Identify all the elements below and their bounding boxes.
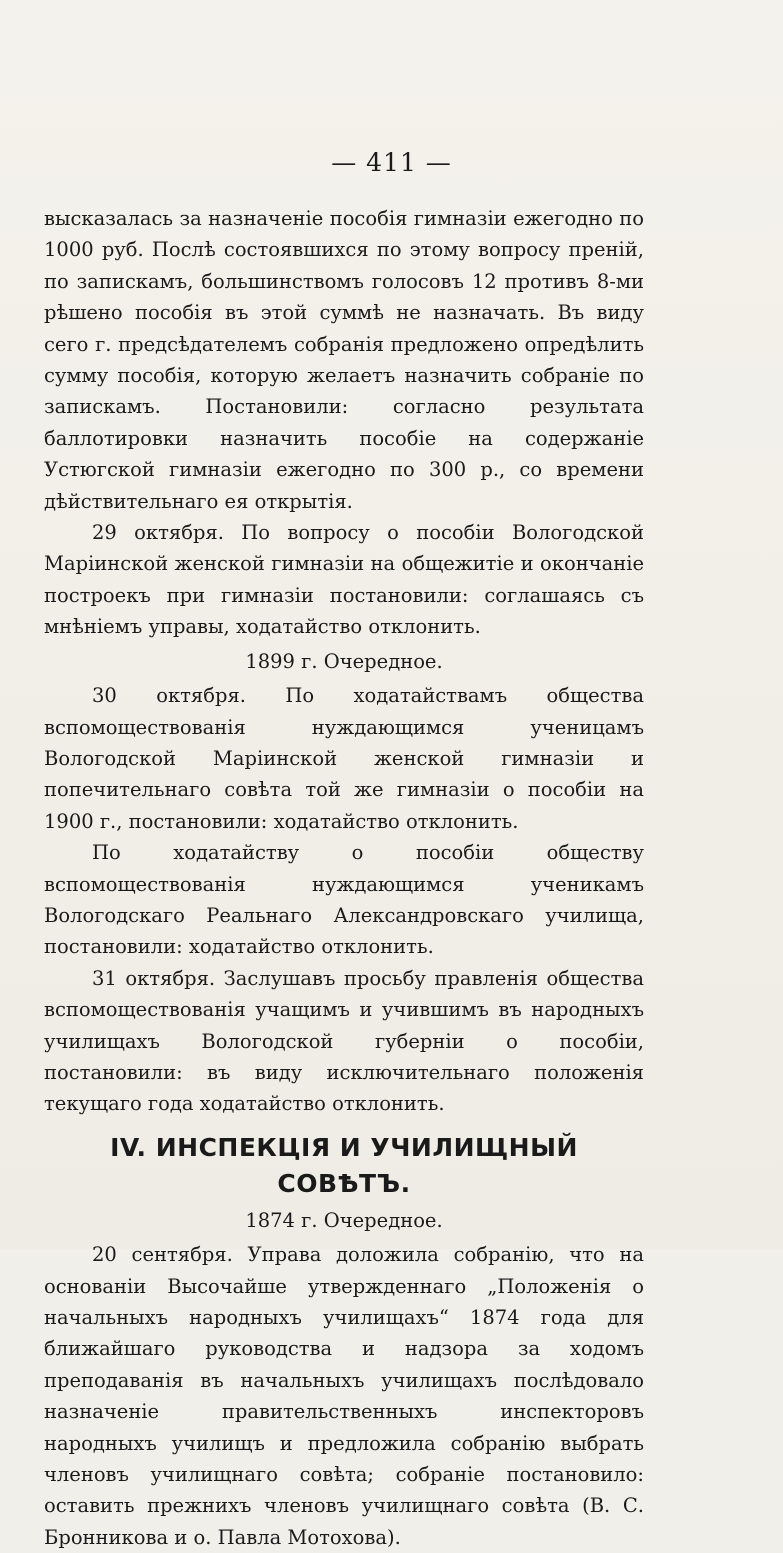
paragraph-continued: высказалась за назначеніе пособія гимназіи ежегодно по 1000 руб. Послѣ состоявшихся по этому вопросу преній, по запискамъ, большинствомъ голосовъ 12 противъ 8-ми рѣшено пособія въ этой суммѣ не назначать. Въ виду сего г. предсѣдателемъ собранія предложено опредѣлить сумму пособія, которую желаетъ назначить собраніе по запискамъ. Постановили: согласно результата баллотировки назначить пособіе на содержаніе Устюгской гимназіи ежегодно по 300 р., со времени дѣйствительнаго ея открытія. (44, 207, 644, 513)
paragraph-30-october: 30 октября. По ходатайствамъ общества вспомоществованія нуждающимся ученицамъ Вологодской Маріинской женской гимназіи и попечительнаго совѣта той же гимназіи о пособіи на 1900 г., постановили: ходатайство отклонить. (44, 684, 644, 833)
paragraph-20-september: 20 сентября. Управа доложила собранію, что на основаніи Высочайше утвержденнаго „Положенія о начальныхъ народныхъ училищахъ“ 1874 года для ближайшаго руководства и надзора за ходомъ преподаванія въ начальныхъ училищахъ послѣдовало назначеніе правительственныхъ инспекторовъ народныхъ училищъ и предложила собранію выбрать членовъ училищнаго совѣта; собраніе постановило: оставить прежнихъ членовъ училищнаго совѣта (В. С. Бронникова и о. Павла Мотохова). (44, 1243, 644, 1549)
document-body (44, 203, 644, 1553)
paragraph-31-october: 31 октября. Заслушавъ просьбу правленія общества вспомоществованія учащимъ и учившимъ въ народныхъ училищахъ Вологодской губерніи о пособіи, постановили: въ виду исключительнаго положенія текущаго года ходатайство отклонить. (44, 966, 644, 1116)
paragraph-29-october: 29 октября. По вопросу о пособіи Вологодской Маріинской женской гимназіи на общежитіе и окончаніе построекъ при гимназіи постановили: соглашаясь съ мнѣніемъ управы, ходатайство отклонить. (44, 521, 644, 639)
subheading-1874: 1874 г. Очередное. (245, 1208, 443, 1232)
subheading-1899: 1899 г. Очередное. (245, 649, 443, 673)
paragraph-realnoe-uchilishche: По ходатайству о пособіи обществу вспомоществованія нуждающимся ученикамъ Вологодскаго Реальнаго Александровскаго училища, постановили: ходатайство отклонить. (44, 841, 644, 959)
page-number: — 411 — (331, 148, 452, 177)
section-heading-inspection: IV. ИНСПЕКЦІЯ И УЧИЛИЩНЫЙ СОВѢТЪ. (110, 1132, 578, 1198)
